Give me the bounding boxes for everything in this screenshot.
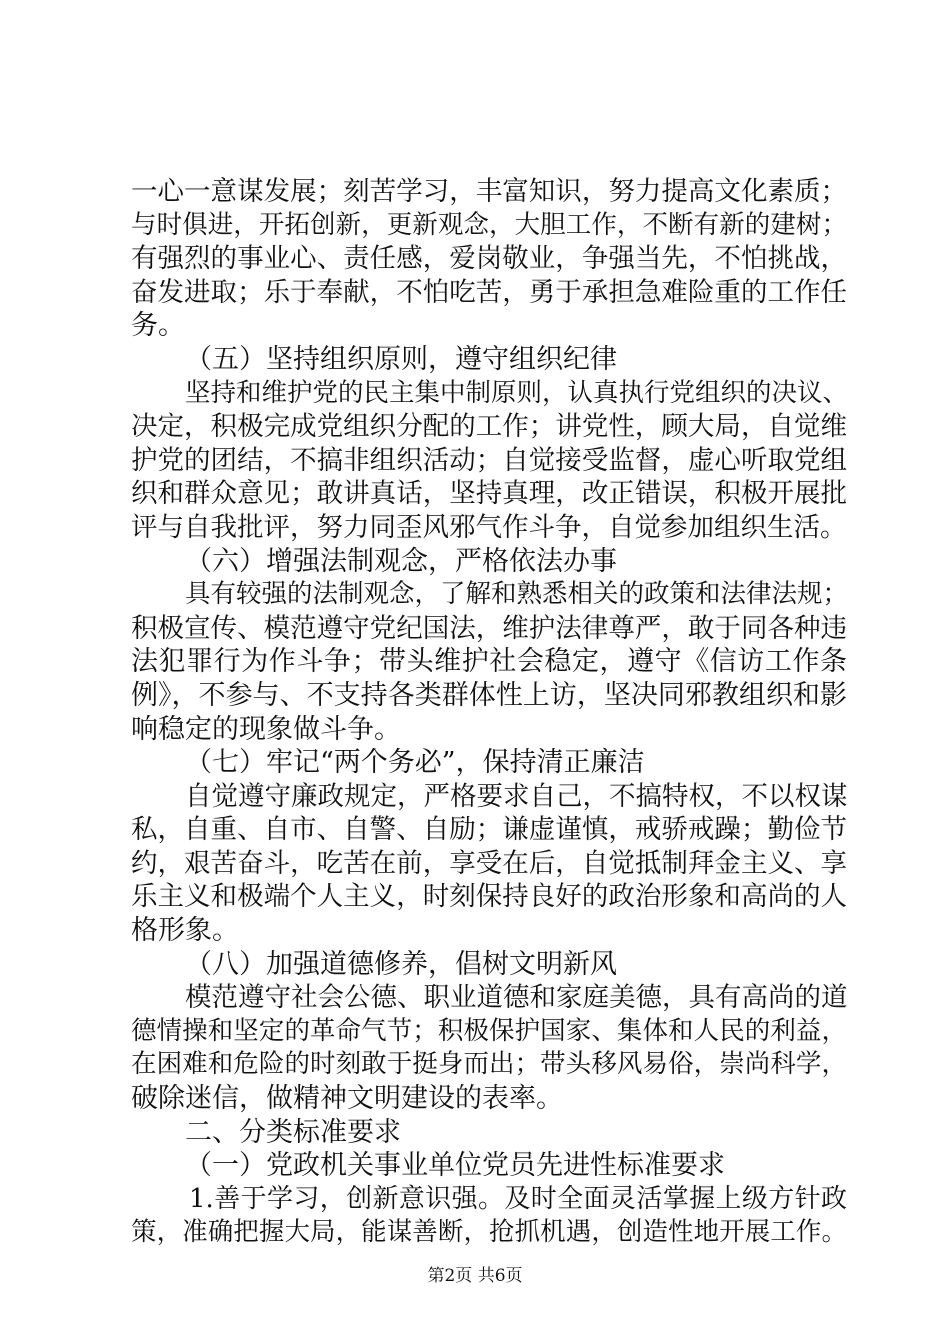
- text-line: 乐主义和极端个人主义，时刻保持良好的政治形象和高尚的人: [131, 881, 847, 913]
- page-footer: 第2页 共6页: [427, 1266, 523, 1286]
- section-heading: （七）牢记“两个务必”，保持清正廉洁: [185, 747, 645, 779]
- text-line: 模范遵守社会公德、职业道德和家庭美德，具有高尚的道: [185, 982, 848, 1014]
- subsection-heading: （一）党政机关事业单位党员先进性标准要求: [185, 1150, 725, 1182]
- text-line: 私，自重、自市、自警、自励；谦虚谨慎，戒骄戒躁；勤俭节: [131, 814, 847, 846]
- text-line: 约，艰苦奋斗，吃苦在前，享受在后，自觉抵制拜金主义、享: [131, 847, 847, 879]
- text-line: 自觉遵守廉政规定，严格要求自己，不搞特权，不以权谋: [185, 780, 848, 812]
- text-line: 法犯罪行为作斗争；带头维护社会稳定，遵守《信访工作条: [131, 646, 847, 678]
- text-line: 破除迷信，做精神文明建设的表率。: [131, 1083, 563, 1115]
- text-line: 护党的团结，不搞非组织活动；自觉接受监督，虚心听取党组: [131, 444, 847, 476]
- text-line: 具有较强的法制观念，了解和熟悉相关的政策和法律法规；: [185, 579, 849, 610]
- text-line: 评与自我批评，努力同歪风邪气作斗争，自觉参加组织生活。: [131, 511, 847, 543]
- body-text: [131, 175, 847, 1250]
- text-line: 德情操和坚定的革命气节；积极保护国家、集体和人民的利益，: [131, 1015, 847, 1046]
- text-line: 响稳定的现象做斗争。: [131, 713, 401, 745]
- text-line: 策，准确把握大局，能谋善断，抢抓机遇，创造性地开展工作。: [131, 1217, 847, 1248]
- text-line: 1.善于学习，创新意识强。及时全面灵活掌握上级方针政: [189, 1183, 847, 1214]
- text-line: 有强烈的事业心、责任感，爱岗敬业，争强当先，不怕挑战，: [131, 243, 847, 275]
- section-heading: （五）坚持组织原则，遵守组织纪律: [185, 343, 617, 375]
- text-line: 格形象。: [131, 915, 239, 947]
- text-line: 务。: [131, 310, 185, 342]
- text-line: 积极宣传、模范遵守党纪国法，维护法律尊严，敢于同各种违: [131, 612, 847, 644]
- section-heading: （六）增强法制观念，严格依法办事: [185, 545, 617, 577]
- text-line: 坚持和维护党的民主集中制原则，认真执行党组织的决议、: [185, 377, 849, 408]
- text-line: 一心一意谋发展；刻苦学习，丰富知识，努力提高文化素质；: [131, 176, 847, 207]
- text-line: 在困难和危险的时刻敢于挺身而出；带头移风易俗，崇尚科学，: [131, 1049, 847, 1080]
- text-line: 织和群众意见；敢讲真话，坚持真理，改正错误，积极开展批: [131, 478, 847, 510]
- section-heading: （八）加强道德修养，倡树文明新风: [185, 948, 617, 980]
- section-heading: 二、分类标准要求: [185, 1116, 401, 1148]
- text-line: 与时俱进，开拓创新，更新观念，大胆工作，不断有新的建树；: [131, 209, 847, 240]
- text-line: 例》，不参与、不支持各类群体性上访，坚决同邪教组织和影: [131, 679, 847, 711]
- text-line: 决定，积极完成党组织分配的工作；讲党性，顾大局，自觉维: [131, 411, 847, 443]
- text-line: 奋发进取；乐于奉献，不怕吃苦，勇于承担急难险重的工作任: [131, 276, 847, 308]
